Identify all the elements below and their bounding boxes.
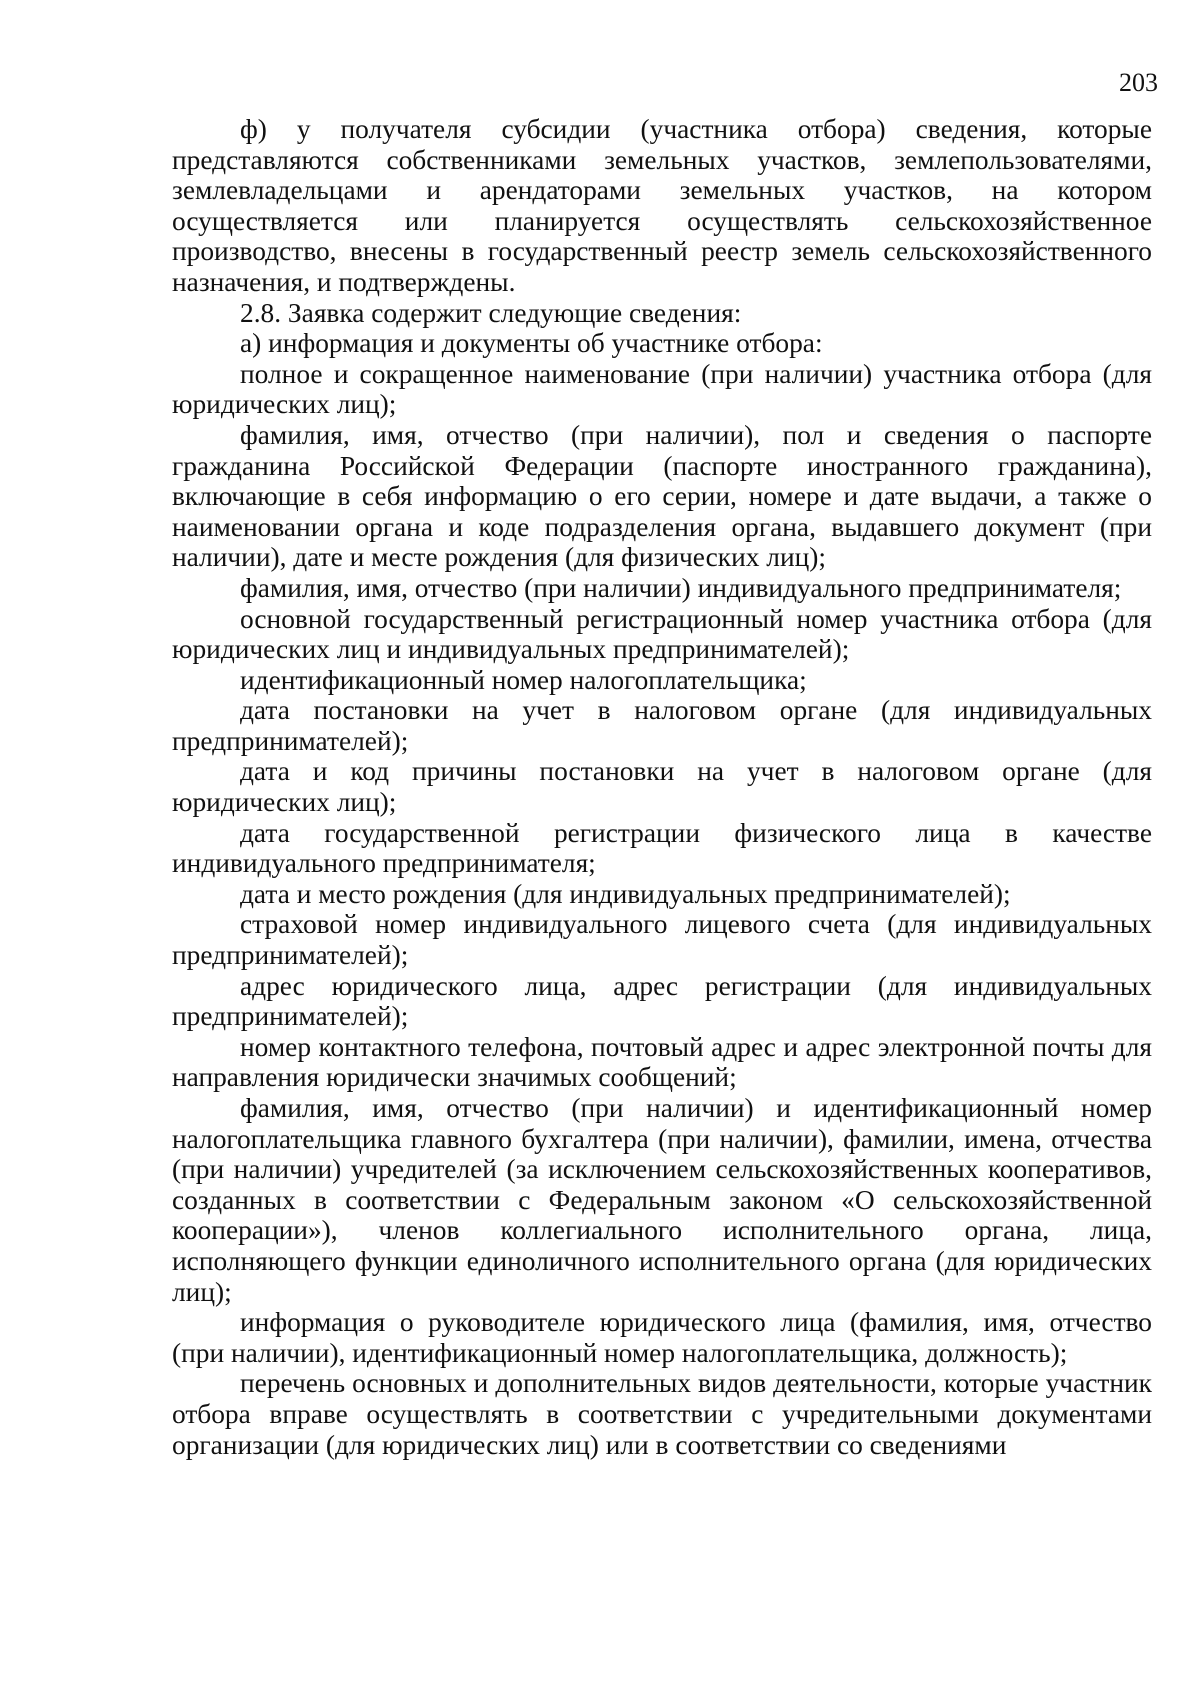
paragraph-entrepreneur-name: фамилия, имя, отчество (при наличии) индивидуального предпринимателя;: [240, 572, 1122, 603]
paragraph-2-8-heading: 2.8. Заявка содержит следующие сведения:: [240, 297, 742, 328]
paragraph-ogrn: основной государственный регистрационный номер участника отбора (для юридических лиц и индивидуальных предпринимателей);: [172, 603, 1152, 665]
paragraph-state-registration: дата государственной регистрации физического лица в качестве индивидуального предпринимателя;: [172, 817, 1152, 879]
document-body: [172, 114, 1152, 1460]
paragraph-accountant-founders: фамилия, имя, отчество (при наличии) и идентификационный номер налогоплательщика главного бухгалтера (при наличии), фамилии, имена, отчества (при наличии) учредителей (за исключением сельскохозяйственных кооперативов, созданных в соответствии с Федеральным законом «О сельскохозяйственной кооперации»), членов коллегиального исполнительного органа, лица, исполняющего функции единоличного исполнительного органа (для юридических лиц);: [172, 1093, 1152, 1307]
paragraph-passport: фамилия, имя, отчество (при наличии), пол и сведения о паспорте гражданина Российской Федерации (паспорте иностранного гражданина), включающие в себя информацию о его серии, номере и дате выдачи, а также о наименовании органа и коде подразделения органа, выдавшего документ (при наличии), дате и месте рождения (для физических лиц);: [172, 419, 1152, 573]
paragraph-kpp: дата и код причины постановки на учет в налоговом органе (для юридических лиц);: [172, 756, 1152, 818]
paragraph-director: информация о руководителе юридического лица (фамилия, имя, отчество (при наличии), идентификационный номер налогоплательщика, должность);: [172, 1307, 1152, 1368]
paragraph-birth: дата и место рождения (для индивидуальных предпринимателей);: [240, 878, 1011, 909]
paragraph-snils: страховой номер индивидуального лицевого счета (для индивидуальных предпринимателей);: [172, 909, 1152, 971]
paragraph-tax-registration-date: дата постановки на учет в налоговом органе (для индивидуальных предпринимателей);: [172, 695, 1152, 756]
paragraph-a-info: а) информация и документы об участнике отбора:: [240, 328, 823, 359]
paragraph-activities: перечень основных и дополнительных видов деятельности, которые участник отбора вправе осуществлять в соответствии с учредительными документами организации (для юридических лиц) или в соответствии со сведениями: [172, 1368, 1152, 1460]
paragraph-contacts: номер контактного телефона, почтовый адрес и адрес электронной почты для направления юридически значимых сообщений;: [172, 1031, 1152, 1093]
paragraph-f-land-registry: ф) у получателя субсидии (участника отбора) сведения, которые представляются собственниками земельных участков, землепользователями, землевладельцами и арендаторами земельных участков, на котором осуществляется или планируется осуществлять сельскохозяйственное производство, внесены в государственный реестр земель сельскохозяйственного назначения, и подтверждены.: [172, 114, 1152, 297]
paragraph-inn: идентификационный номер налогоплательщика;: [240, 664, 807, 695]
page-number: 203: [1119, 68, 1158, 97]
paragraph-address: адрес юридического лица, адрес регистрации (для индивидуальных предпринимателей);: [172, 970, 1152, 1032]
paragraph-full-name: полное и сокращенное наименование (при наличии) участника отбора (для юридических лиц);: [172, 358, 1152, 420]
